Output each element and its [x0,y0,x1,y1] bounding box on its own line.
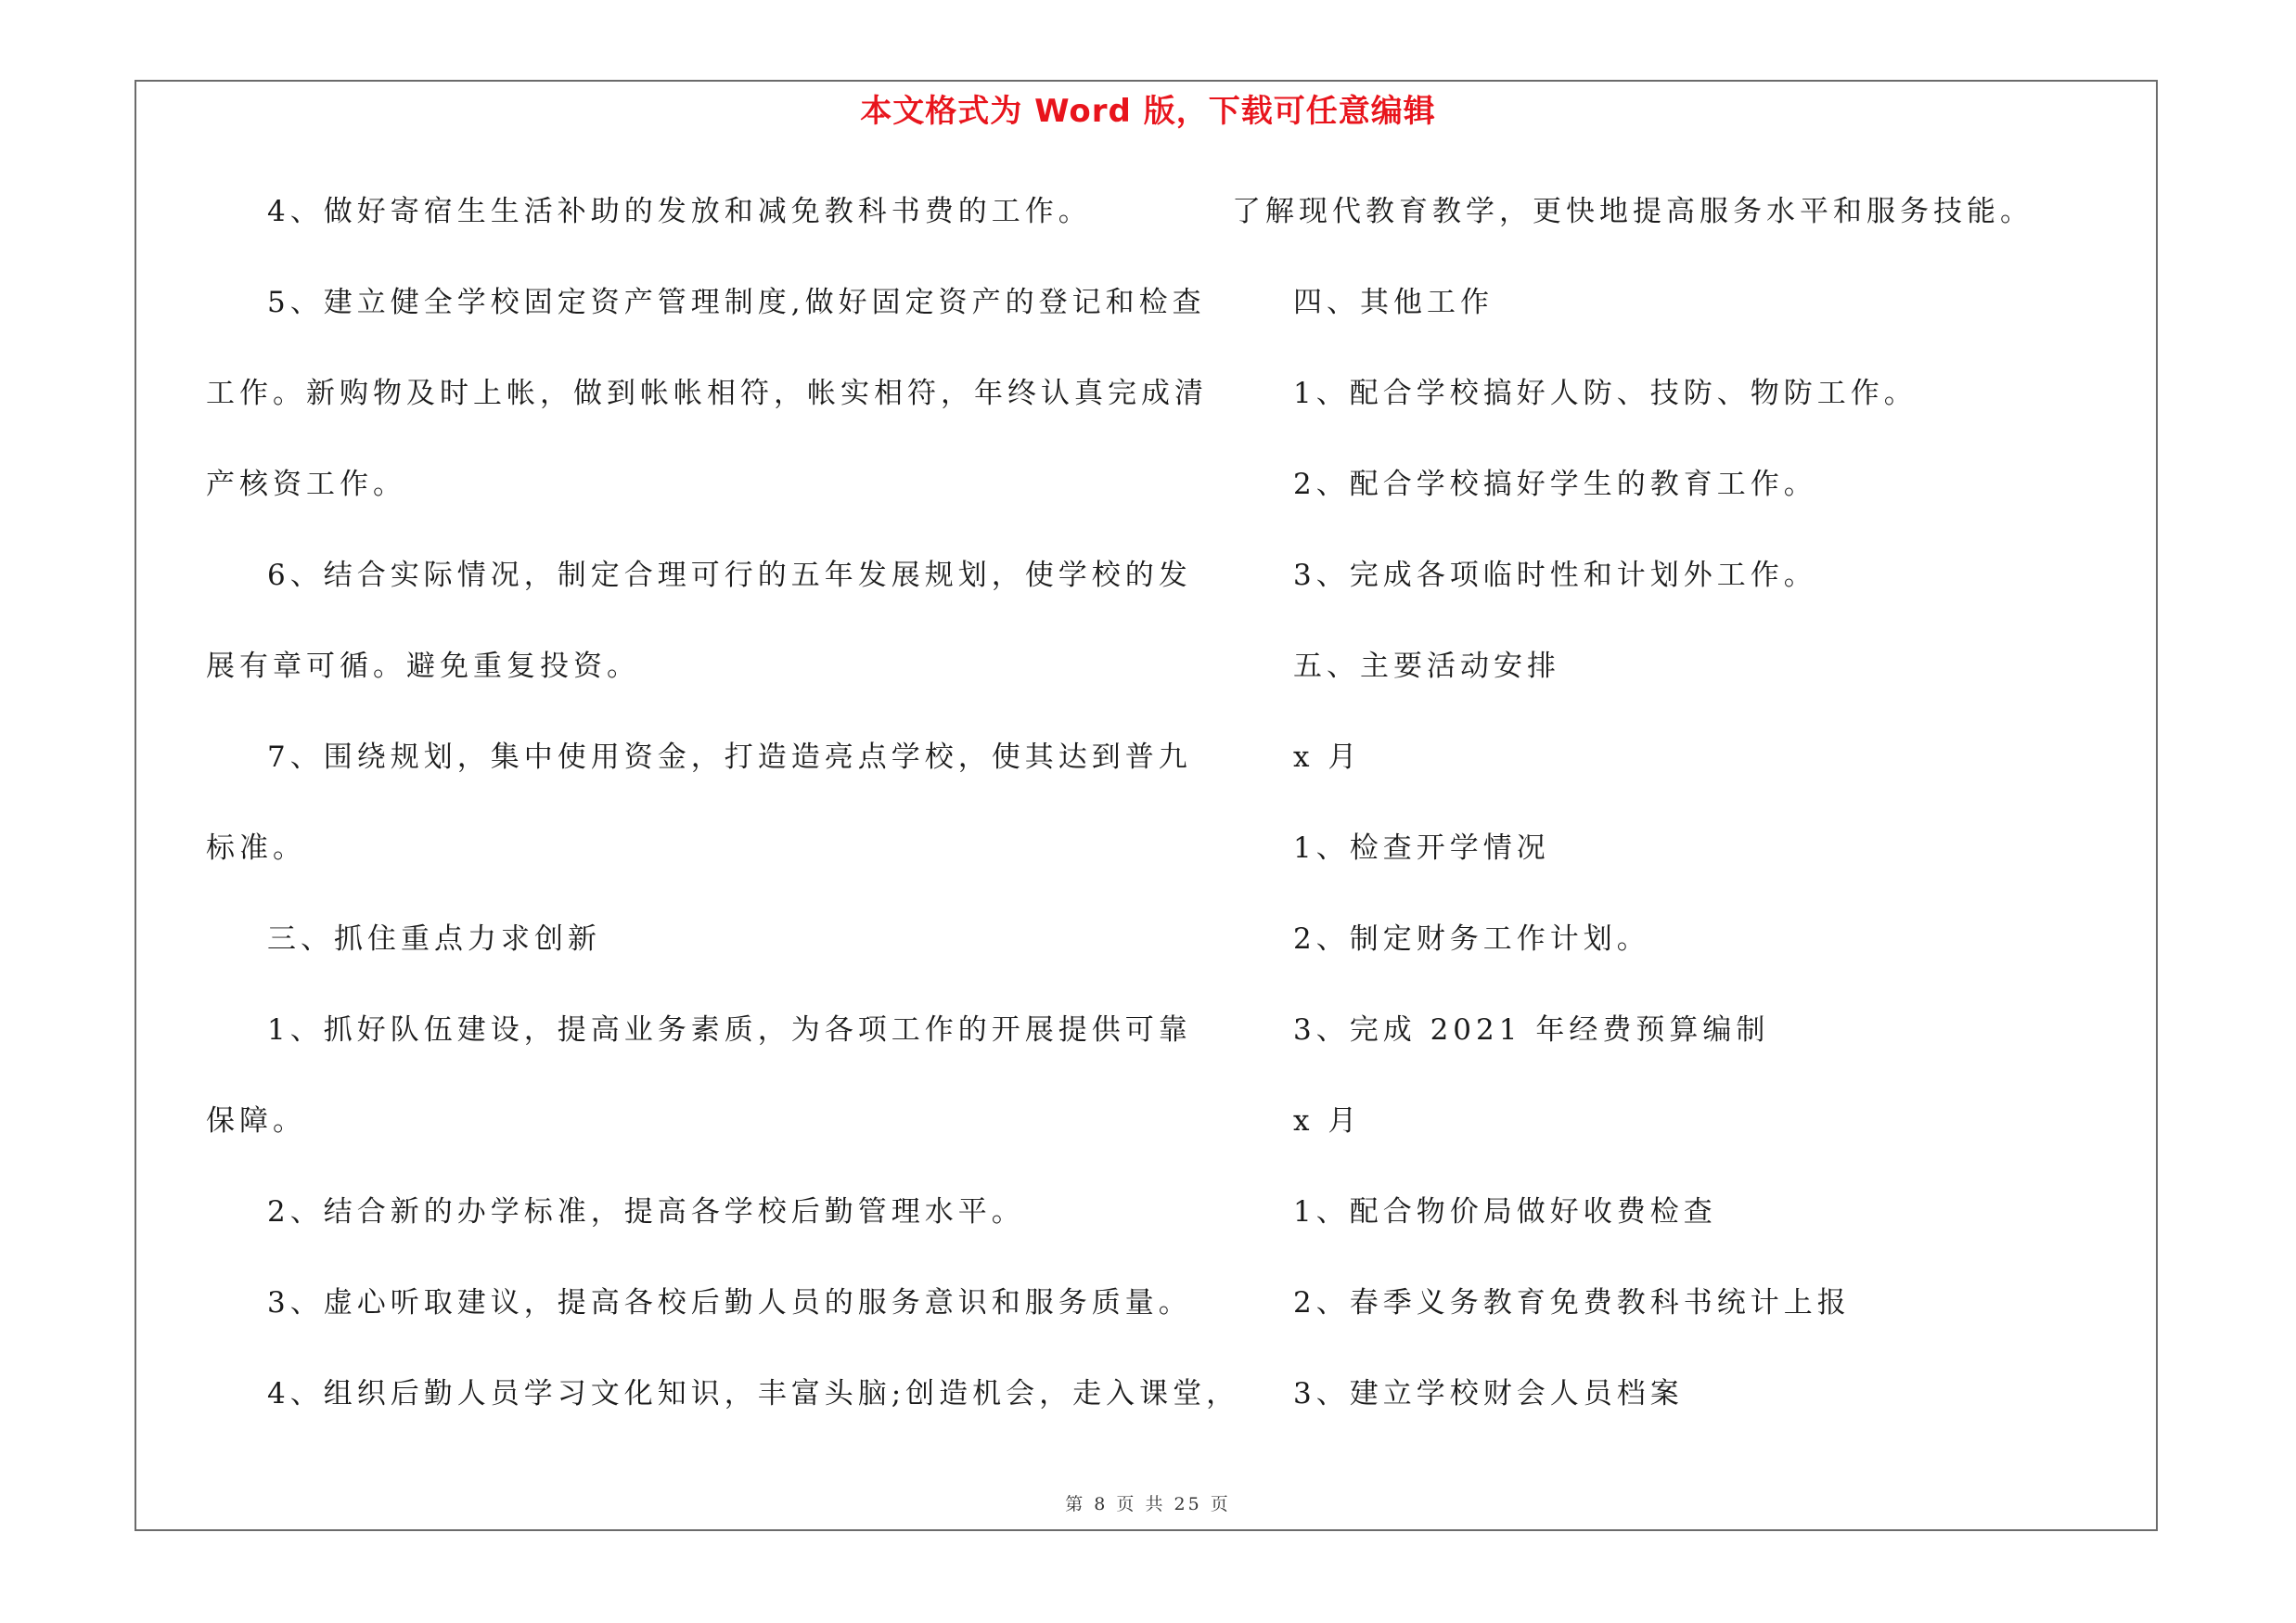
paragraph-line: 5、建立健全学校固定资产管理制度,做好固定资产的登记和检查 [267,286,1206,319]
paragraph-line: 了解现代教育教学，更快地提高服务水平和服务技能。 [1232,195,2033,228]
paragraph-line: 7、围绕规划，集中使用资金，打造造亮点学校，使其达到普九 [267,741,1192,774]
section-heading: 五、主要活动安排 [1293,650,1560,683]
paragraph-line: 1、配合学校搞好人防、技防、物防工作。 [1293,377,1918,410]
paragraph-line: 3、完成 2021 年经费预算编制 [1293,1013,1770,1047]
paragraph-line: 3、完成各项临时性和计划外工作。 [1293,559,1817,592]
paragraph-line: 2、春季义务教育免费教科书统计上报 [1293,1286,1851,1320]
paragraph-line: 2、配合学校搞好学生的教育工作。 [1293,468,1817,501]
paragraph-line: 标准。 [206,831,306,865]
section-heading: 四、其他工作 [1293,286,1494,319]
paragraph-line: 产核资工作。 [206,468,406,501]
paragraph-line: 2、制定财务工作计划。 [1293,922,1650,956]
paragraph-line: 4、做好寄宿生生活补助的发放和减免教科书费的工作。 [267,195,1092,228]
page-number: 第 8 页 共 25 页 [1065,1494,1231,1514]
month-label: x 月 [1293,1104,1362,1138]
paragraph-line: 2、结合新的办学标准，提高各学校后勤管理水平。 [267,1195,1025,1229]
paragraph-line: 1、抓好队伍建设，提高业务素质，为各项工作的开展提供可靠 [267,1013,1192,1047]
paragraph-line: 工作。新购物及时上帐，做到帐帐相符，帐实相符，年终认真完成清 [206,377,1208,410]
paragraph-line: 保障。 [206,1104,306,1138]
paragraph-line: 6、结合实际情况，制定合理可行的五年发展规划，使学校的发 [267,559,1192,592]
paragraph-line: 1、检查开学情况 [1293,831,1550,865]
paragraph-line: 3、建立学校财会人员档案 [1293,1377,1684,1410]
paragraph-line: 展有章可循。避免重复投资。 [206,650,640,683]
paragraph-line: 4、组织后勤人员学习文化知识，丰富头脑;创造机会，走入课堂， [267,1377,1240,1410]
month-label: x 月 [1293,741,1362,774]
paragraph-line: 1、配合物价局做好收费检查 [1293,1195,1717,1229]
paragraph-line: 3、虚心听取建议，提高各校后勤人员的服务意识和服务质量。 [267,1286,1192,1320]
format-banner: 本文格式为 Word 版，下载可任意编辑 [860,93,1436,130]
section-heading: 三、抓住重点力求创新 [267,922,601,956]
